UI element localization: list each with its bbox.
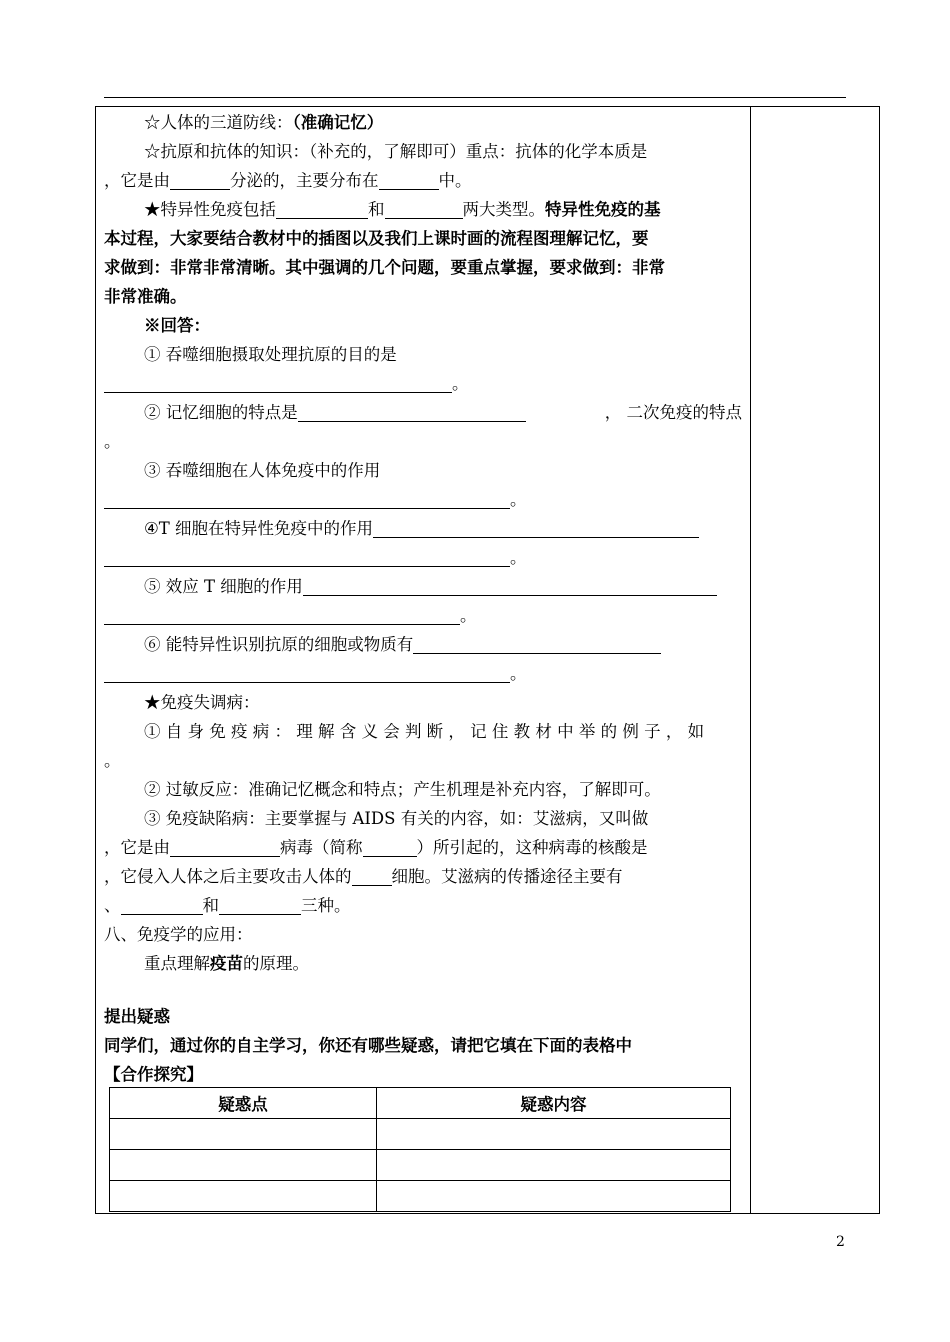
blank[interactable] <box>413 633 661 654</box>
blank[interactable] <box>219 894 301 915</box>
blank[interactable] <box>298 401 526 422</box>
autoimmune-end: 。 <box>104 751 121 770</box>
answer-2: 。 <box>104 432 121 451</box>
question-table <box>109 1087 731 1212</box>
text: 异性免疫包括 <box>177 200 276 219</box>
text: 。 <box>460 606 477 625</box>
text: 中。 <box>438 171 472 190</box>
text: ， 二次免疫的特点 <box>604 403 742 422</box>
blank[interactable] <box>352 865 392 886</box>
table-header-row <box>110 1088 731 1119</box>
defense-note: （准确记忆） <box>292 113 384 132</box>
bold-line: 求做到：非常非常清晰。其中强调的几个问题，要重点掌握，要求做到：非常 <box>104 258 665 277</box>
text: 病毒（简称 <box>280 838 363 857</box>
text: ，它侵入人体之后主要攻击人体的 <box>104 867 352 886</box>
text: 三种。 <box>301 896 351 915</box>
text: 两大类型。 <box>462 200 545 219</box>
aids-route-line <box>104 891 742 920</box>
table-cell[interactable] <box>110 1119 377 1150</box>
blank[interactable] <box>104 604 460 625</box>
cooperation-heading: 【合作探究】 <box>104 1065 203 1084</box>
text: ④T 细胞在特异性免疫中的作用 <box>144 519 374 538</box>
specific-immunity-line <box>104 195 742 224</box>
question-3: ③ 吞噬细胞在人体免疫中的作用 <box>144 461 381 480</box>
table-header: 疑惑内容 <box>376 1088 730 1119</box>
blank[interactable] <box>385 198 463 219</box>
page-number: 2 <box>836 1234 845 1250</box>
blank[interactable] <box>363 836 417 857</box>
blank[interactable] <box>121 894 203 915</box>
question-6 <box>104 630 742 659</box>
table-cell[interactable] <box>376 1181 730 1212</box>
blank[interactable] <box>104 372 452 393</box>
text: 。 <box>510 490 527 509</box>
section-8-heading: 八、免疫学的应用： <box>104 925 253 944</box>
text: 特异性免疫的基 <box>545 200 661 219</box>
text: ② 记忆细胞的特点是 <box>144 403 298 422</box>
question-1: ① 吞噬细胞摄取处理抗原的目的是 <box>144 345 397 364</box>
table-cell[interactable] <box>110 1150 377 1181</box>
table-header: 疑惑点 <box>110 1088 377 1119</box>
bold-line: 非常准确。 <box>104 287 187 306</box>
answer-6 <box>104 659 742 688</box>
blank[interactable] <box>170 836 280 857</box>
text: ⑥ 能特异性识别抗原的细胞或物质有 <box>144 635 414 654</box>
antigen-line: ☆抗原和抗体的知识：（补充的，了解即可）重点：抗体的化学本质是 <box>144 142 648 161</box>
answer-heading: ※回答： <box>144 316 210 335</box>
text: ★特 <box>144 200 177 219</box>
text: 细胞。艾滋病的传播途径主要有 <box>391 867 623 886</box>
spacer <box>104 978 742 1002</box>
answer-5 <box>104 601 742 630</box>
table-cell[interactable] <box>376 1119 730 1150</box>
text: ，它是由 <box>104 838 170 857</box>
immunodeficiency-line: ③ 免疫缺陷病：主要掌握与 AIDS 有关的内容，如：艾滋病，又叫做 <box>144 809 649 828</box>
blank[interactable] <box>170 169 230 190</box>
text: 和 <box>368 200 385 219</box>
table-cell[interactable] <box>110 1181 377 1212</box>
blank[interactable] <box>373 517 699 538</box>
text: 重点理解 <box>144 954 210 973</box>
text: ，它是由 <box>104 171 170 190</box>
question-4 <box>104 514 742 543</box>
vaccine-line <box>104 949 742 978</box>
table-row <box>110 1150 731 1181</box>
text: ⑤ 效应 T 细胞的作用 <box>144 577 303 596</box>
blank[interactable] <box>276 198 368 219</box>
table-cell[interactable] <box>376 1150 730 1181</box>
question-2 <box>104 398 742 427</box>
text: 。 <box>510 664 527 683</box>
text: 和 <box>202 896 219 915</box>
text: 的原理。 <box>243 954 309 973</box>
worksheet-content <box>104 108 742 1089</box>
allergy-line: ② 过敏反应：准确记忆概念和特点；产生机理是补充内容，了解即可。 <box>144 780 661 799</box>
aids-virus-line <box>104 833 742 862</box>
header-rule <box>104 97 846 98</box>
text: 、 <box>104 896 121 915</box>
text: 疫苗 <box>210 954 243 973</box>
blank[interactable] <box>379 169 439 190</box>
text: 。 <box>510 548 527 567</box>
text: 。 <box>452 374 469 393</box>
blank[interactable] <box>303 575 717 596</box>
question-section-title: 提出疑惑 <box>104 1007 170 1026</box>
column-divider <box>750 106 751 1214</box>
table-row <box>110 1181 731 1212</box>
answer-4 <box>104 543 742 572</box>
question-section-body: 同学们，通过你的自主学习，你还有哪些疑惑，请把它填在下面的表格中 <box>104 1036 632 1055</box>
blank[interactable] <box>104 662 510 683</box>
blank[interactable] <box>104 546 510 567</box>
text: 分泌的，主要分布在 <box>230 171 379 190</box>
blank[interactable] <box>104 488 510 509</box>
defense-label: ☆人体的三道防线： <box>144 113 293 132</box>
antibody-line <box>104 166 742 195</box>
table-row <box>110 1119 731 1150</box>
disorder-heading: ★免疫失调病： <box>144 693 260 712</box>
answer-1 <box>104 369 742 398</box>
bold-line: 本过程，大家要结合教材中的插图以及我们上课时画的流程图理解记忆，要 <box>104 229 649 248</box>
question-5 <box>104 572 742 601</box>
answer-3 <box>104 485 742 514</box>
autoimmune-line: ① 自 身 免 疫 病 ： 理 解 含 义 会 判 断 ， 记 住 教 材 中 举 的 例 子 ， 如 <box>144 722 705 741</box>
defense-line <box>104 108 742 137</box>
aids-target-line <box>104 862 742 891</box>
text: ）所引起的，这种病毒的核酸是 <box>416 838 648 857</box>
